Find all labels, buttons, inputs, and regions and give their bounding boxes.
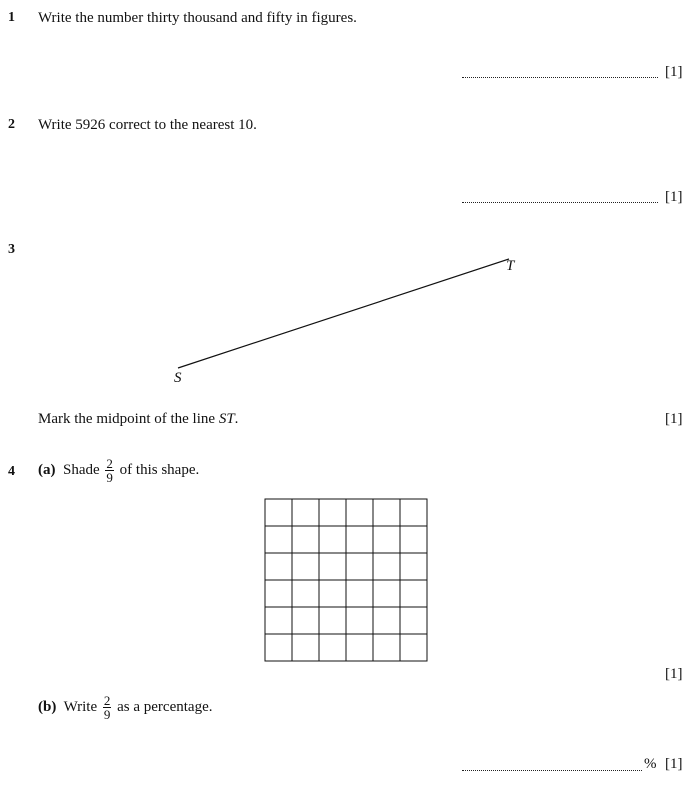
grid-cell[interactable] <box>292 499 319 526</box>
part-a-text-before: Shade <box>63 461 100 478</box>
question-1-marks: [1] <box>665 64 683 80</box>
grid-cell[interactable] <box>346 580 373 607</box>
question-2-text: Write 5926 correct to the nearest 10. <box>38 117 257 133</box>
grid-cell[interactable] <box>346 634 373 661</box>
question-4b-marks: [1] <box>665 756 683 772</box>
fraction-denominator: 9 <box>103 707 111 722</box>
grid-cell[interactable] <box>373 607 400 634</box>
question-4-number: 4 <box>8 464 15 479</box>
question-1-number: 1 <box>8 10 15 25</box>
grid-cell[interactable] <box>292 553 319 580</box>
instruction-line-name: ST <box>218 411 235 427</box>
grid-cell[interactable] <box>346 526 373 553</box>
grid-cell[interactable] <box>292 607 319 634</box>
grid-cell[interactable] <box>265 580 292 607</box>
grid-cell[interactable] <box>400 607 427 634</box>
question-3-instruction <box>38 411 238 428</box>
fraction-two-ninths <box>103 694 112 721</box>
grid-cell[interactable] <box>346 553 373 580</box>
grid-cell[interactable] <box>319 526 346 553</box>
grid-cell[interactable] <box>292 526 319 553</box>
question-4b-text <box>38 694 212 721</box>
grid-cell[interactable] <box>319 499 346 526</box>
line-segment-st[interactable] <box>178 259 509 368</box>
grid-cell[interactable] <box>265 499 292 526</box>
grid-cell[interactable] <box>292 580 319 607</box>
question-2-marks: [1] <box>665 189 683 205</box>
grid-cell[interactable] <box>346 499 373 526</box>
percent-unit: % <box>644 756 657 772</box>
fraction-numerator: 2 <box>103 693 111 708</box>
grid-cell[interactable] <box>373 499 400 526</box>
grid-cell[interactable] <box>265 526 292 553</box>
question-4a-text <box>38 457 199 484</box>
instruction-prefix: Mark the midpoint of the line <box>38 411 219 427</box>
grid-cell[interactable] <box>319 553 346 580</box>
grid-cell[interactable] <box>400 553 427 580</box>
grid-cell[interactable] <box>265 553 292 580</box>
grid-cell[interactable] <box>346 607 373 634</box>
grid-cell[interactable] <box>373 553 400 580</box>
fraction-two-ninths <box>105 457 114 484</box>
grid-cell[interactable] <box>373 526 400 553</box>
question-1-text: Write the number thirty thousand and fifty in figures. <box>38 10 357 26</box>
grid-cell[interactable] <box>400 580 427 607</box>
grid-cell[interactable] <box>400 634 427 661</box>
fraction-denominator: 9 <box>106 470 113 485</box>
part-a-label: (a) <box>38 461 56 478</box>
question-4b-answer-line[interactable] <box>462 770 642 771</box>
part-b-text-before: Write <box>63 698 98 715</box>
part-b-text-after: as a percentage. <box>117 698 213 715</box>
grid-cell[interactable] <box>400 526 427 553</box>
shading-grid[interactable] <box>264 498 428 662</box>
fraction-numerator: 2 <box>106 456 113 471</box>
grid-cell[interactable] <box>319 634 346 661</box>
grid-cell[interactable] <box>265 607 292 634</box>
question-3-number: 3 <box>8 242 15 257</box>
instruction-suffix: . <box>234 411 239 427</box>
part-b-label: (b) <box>38 698 57 715</box>
point-s-label: S <box>174 370 182 386</box>
question-3-marks: [1] <box>665 411 683 427</box>
grid-cell[interactable] <box>400 499 427 526</box>
point-t-label: T <box>506 258 515 274</box>
grid-cell[interactable] <box>319 580 346 607</box>
grid-cell[interactable] <box>265 634 292 661</box>
question-4a-marks: [1] <box>665 666 683 682</box>
part-a-text-after: of this shape. <box>119 461 200 478</box>
grid-cell[interactable] <box>292 634 319 661</box>
grid-cell[interactable] <box>373 634 400 661</box>
grid-cell[interactable] <box>319 607 346 634</box>
question-2-number: 2 <box>8 117 15 132</box>
grid-cell[interactable] <box>373 580 400 607</box>
